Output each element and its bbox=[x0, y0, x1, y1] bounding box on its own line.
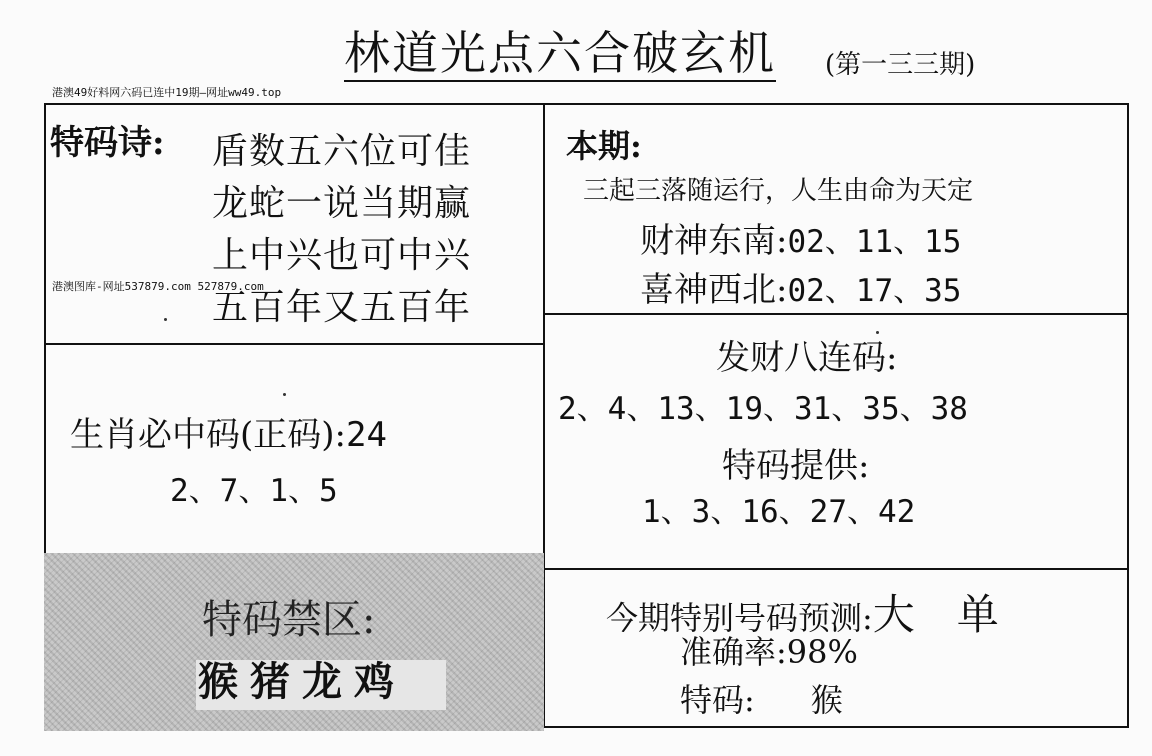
wealth-row bbox=[640, 221, 962, 261]
poem-line-1: 盾数五六位可佳 bbox=[212, 131, 472, 172]
current-label: 本期: bbox=[566, 127, 642, 165]
wealth-numbers: 02、11、15 bbox=[787, 224, 962, 260]
poem-line-4: 五百年又五百年 bbox=[212, 287, 472, 328]
scan-speck bbox=[876, 331, 879, 334]
lucky8-numbers: 2、4、13、19、31、35、38 bbox=[558, 391, 968, 427]
watermark-middle: 港澳图库-网址537879.com 527879.com bbox=[52, 280, 264, 293]
zodiac-numbers: 2、7、1、5 bbox=[170, 473, 338, 509]
current-text: 三起三落随运行，人生由命为天定 bbox=[583, 176, 974, 206]
right-divider-1 bbox=[543, 313, 1129, 315]
page-title: 林道光点六合破玄机 bbox=[344, 26, 776, 80]
zodiac-value: 24 bbox=[346, 415, 387, 455]
left-divider-1 bbox=[44, 343, 544, 345]
poem-label: 特码诗: bbox=[50, 123, 165, 163]
right-divider-2 bbox=[543, 568, 1129, 570]
prediction-label: 今期特别号码预测: bbox=[606, 599, 873, 637]
poem-line-2: 龙蛇一说当期赢 bbox=[212, 183, 472, 224]
forbidden-label: 特码禁区: bbox=[202, 597, 376, 643]
wealth-label: 财神东南: bbox=[640, 221, 788, 261]
scan-speck bbox=[164, 318, 167, 321]
scan-speck bbox=[283, 393, 286, 396]
special-code-row bbox=[680, 681, 843, 719]
zodiac-row bbox=[70, 415, 387, 455]
prediction-value: 大 单 bbox=[872, 590, 999, 639]
poem-line-3: 上中兴也可中兴 bbox=[212, 235, 472, 276]
special-code-label: 特码: bbox=[680, 681, 755, 719]
accuracy-value: 98% bbox=[786, 633, 858, 671]
special-code-value: 猴 bbox=[810, 681, 843, 719]
watermark-top: 港澳49好料网六码已连中19期—网址ww49.top bbox=[52, 86, 282, 99]
joy-row bbox=[640, 270, 962, 310]
prediction-row bbox=[606, 590, 999, 639]
lucky8-label: 发财八连码: bbox=[716, 338, 898, 378]
zodiac-label: 生肖必中码(正码) bbox=[70, 415, 335, 455]
special-offer-numbers: 1、3、16、27、42 bbox=[642, 494, 916, 530]
special-offer-label: 特码提供: bbox=[722, 446, 870, 486]
accuracy-row bbox=[680, 633, 858, 671]
joy-numbers: 02、17、35 bbox=[787, 273, 962, 309]
zodiac-colon: : bbox=[334, 415, 346, 455]
forbidden-values: 猴猪龙鸡 bbox=[198, 658, 406, 705]
issue-number: (第一三三期) bbox=[825, 50, 976, 80]
accuracy-label: 准确率: bbox=[680, 633, 787, 671]
joy-label: 喜神西北: bbox=[640, 270, 788, 310]
